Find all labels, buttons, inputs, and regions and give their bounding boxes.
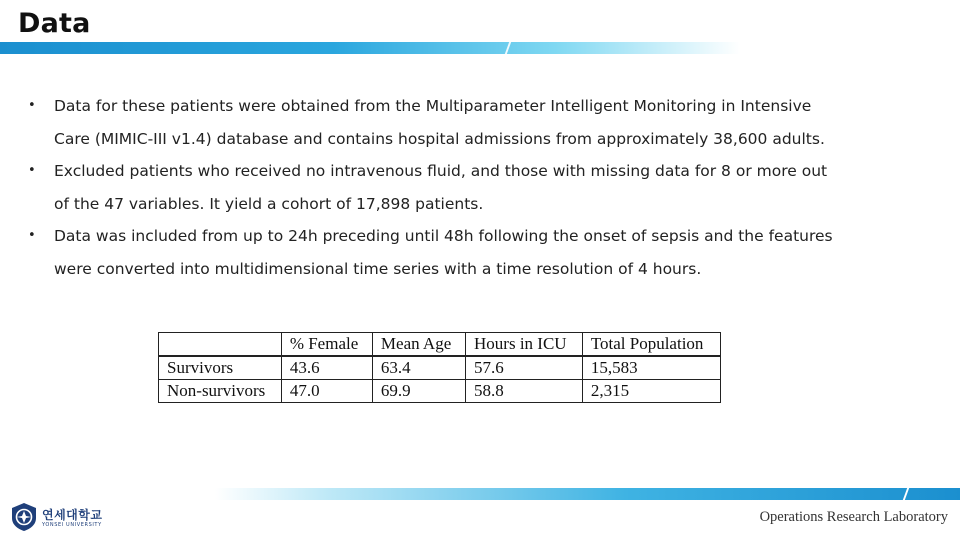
footer-bar <box>215 488 960 500</box>
bullet-marker: • <box>28 228 36 243</box>
table-row <box>159 380 721 403</box>
bullet-item <box>28 90 928 155</box>
table-cell: Non-survivors <box>159 380 282 403</box>
table-cell: 57.6 <box>466 356 583 380</box>
table-header-cell: % Female <box>281 333 372 357</box>
bullet-list <box>28 90 928 285</box>
table-cell: 58.8 <box>466 380 583 403</box>
table-header-cell: Mean Age <box>372 333 465 357</box>
bullet-text-line: Data was included from up to 24h preceding until 48h following the onset of sepsis and the features <box>54 227 833 245</box>
footer-lab-name: Operations Research Laboratory <box>759 509 948 525</box>
table-header-row <box>159 333 721 357</box>
table-cell: 43.6 <box>281 356 372 380</box>
bullet-text-line: Care (MIMIC-III v1.4) database and contains hospital admissions from approximately 38,600 adults. <box>54 129 825 148</box>
bullet-marker: • <box>28 163 36 178</box>
table-cell: 47.0 <box>281 380 372 403</box>
bullet-item <box>28 220 928 285</box>
bullet-text-line: Excluded patients who received no intravenous fluid, and those with missing data for 8 or more out <box>54 162 828 180</box>
table-row <box>159 356 721 380</box>
logo-english-text: YONSEI UNIVERSITY <box>42 522 102 528</box>
table-cell: 2,315 <box>582 380 720 403</box>
bullet-text-line: were converted into multidimensional time series with a time resolution of 4 hours. <box>54 259 702 278</box>
table-cell: Survivors <box>159 356 282 380</box>
yonsei-emblem-icon <box>10 502 38 532</box>
bullet-text-line: of the 47 variables. It yield a cohort of 17,898 patients. <box>54 194 484 213</box>
table-cell: 63.4 <box>372 356 465 380</box>
logo-korean-text: 연세대학교 <box>42 508 103 522</box>
table-header-cell: Total Population <box>582 333 720 357</box>
table-header-cell: Hours in ICU <box>466 333 583 357</box>
cohort-table <box>158 332 721 403</box>
table-cell: 69.9 <box>372 380 465 403</box>
table-header-cell <box>159 333 282 357</box>
bullet-item <box>28 155 928 220</box>
bullet-marker: • <box>28 98 36 113</box>
bullet-text-line: Data for these patients were obtained from the Multiparameter Intelligent Monitoring in Intensive <box>54 97 812 115</box>
table-cell: 15,583 <box>582 356 720 380</box>
title-underline-bar <box>0 42 740 54</box>
slide-title: Data <box>18 8 91 39</box>
university-logo <box>10 502 110 534</box>
